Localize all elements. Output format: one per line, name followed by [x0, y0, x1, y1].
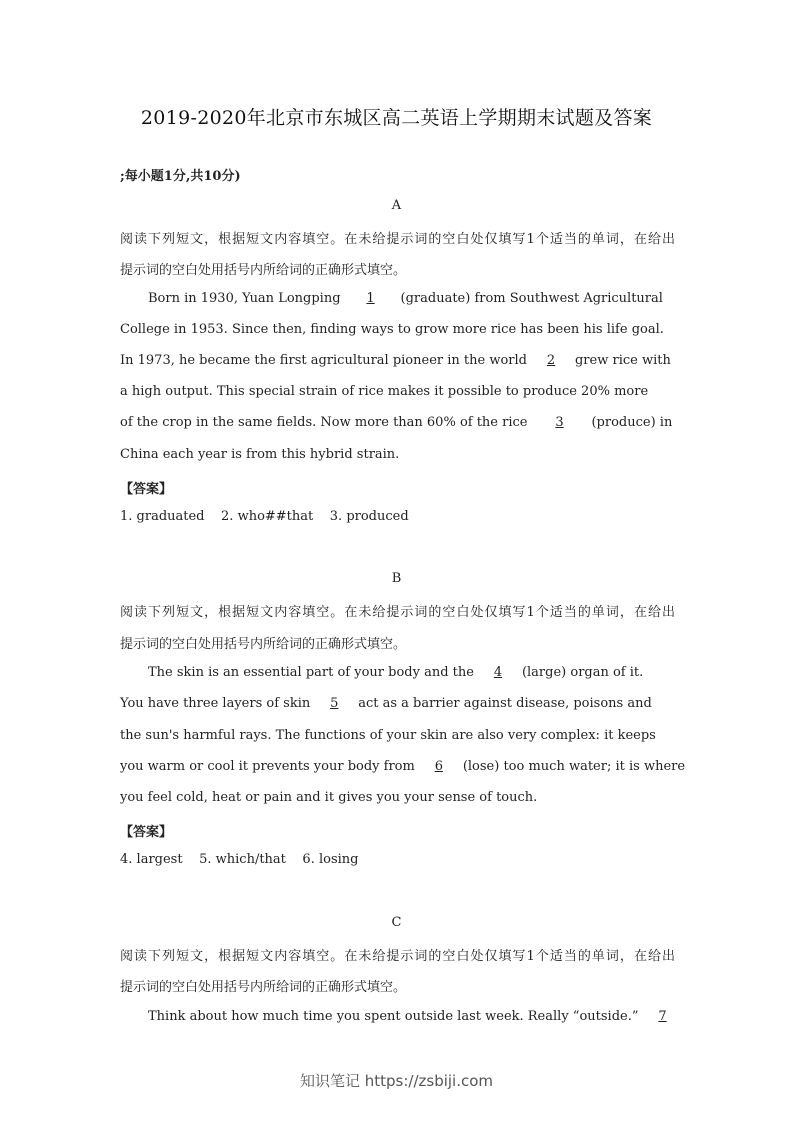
text-span: (graduate) from Southwest Agricultural — [400, 291, 663, 306]
section-a-line-4: a high output. This special strain of rice makes it possible to produce 20% more — [120, 384, 649, 399]
section-a-line-1 — [148, 291, 675, 306]
section-a-line-6: China each year is from this hybrid strain. — [120, 447, 400, 462]
section-b-line-5: you feel cold, heat or pain and it gives you your sense of touch. — [120, 790, 538, 805]
text-span: (produce) in — [591, 415, 673, 430]
score-note: ;每小题1分,共10分) — [120, 169, 241, 184]
section-b-instruction-2: 提示词的空白处用括号内所给词的正确形式填空。 — [120, 637, 407, 652]
text-span: act as a barrier against disease, poisons and — [358, 696, 652, 711]
section-c-instruction-1: 阅读下列短文，根据短文内容填空。在未给提示词的空白处仅填写1个适当的单词，在给出 — [120, 949, 675, 964]
text-span: (lose) too much water; it is where — [462, 759, 686, 774]
text-span: You have three layers of skin — [120, 696, 311, 711]
section-b-instruction-1: 阅读下列短文，根据短文内容填空。在未给提示词的空白处仅填写1个适当的单词，在给出 — [120, 605, 675, 620]
section-c-instruction-2: 提示词的空白处用括号内所给词的正确形式填空。 — [120, 980, 407, 995]
section-c-label: C — [391, 915, 402, 930]
section-a-answer-heading: 【答案】 — [120, 482, 173, 497]
section-a-label: A — [391, 198, 402, 213]
section-a-line-3 — [120, 353, 675, 368]
blank-1: 1 — [366, 291, 375, 306]
section-c-line-1 — [148, 1009, 675, 1024]
blank-6: 6 — [434, 759, 443, 774]
blank-5: 5 — [330, 696, 339, 711]
section-b-line-3: the sun's harmful rays. The functions of your skin are also very complex: it keeps — [120, 728, 656, 743]
text-span: Think about how much time you spent outside last week. Really “outside.” — [148, 1009, 639, 1024]
section-b-line-2 — [120, 696, 675, 711]
blank-3: 3 — [555, 415, 564, 430]
text-span: of the crop in the same fields. Now more than 60% of the rice — [120, 415, 528, 430]
section-a-answers: 1. graduated 2. who##that 3. produced — [120, 509, 409, 524]
section-b-answer-heading: 【答案】 — [120, 825, 173, 840]
section-b-answers: 4. largest 5. which/that 6. losing — [120, 852, 359, 867]
text-span: In 1973, he became the first agricultural pioneer in the world — [120, 353, 527, 368]
footer-watermark: 知识笔记 https://zsbiji.com — [299, 1072, 494, 1090]
blank-4: 4 — [493, 665, 503, 680]
blank-7: 7 — [658, 1009, 667, 1024]
section-b-line-4 — [120, 759, 686, 774]
text-span: The skin is an essential part of your body and the — [148, 665, 474, 680]
section-a-line-5 — [120, 415, 675, 430]
text-span: Born in 1930, Yuan Longping — [148, 291, 341, 306]
section-b-label: B — [391, 571, 402, 586]
section-b-line-1 — [148, 665, 675, 680]
text-span: grew rice with — [574, 353, 671, 368]
blank-2: 2 — [546, 353, 556, 368]
text-span: (large) organ of it. — [521, 665, 644, 680]
section-a-instruction-1: 阅读下列短文，根据短文内容填空。在未给提示词的空白处仅填写1个适当的单词，在给出 — [120, 232, 675, 247]
section-a-instruction-2: 提示词的空白处用括号内所给词的正确形式填空。 — [120, 263, 407, 278]
page-title: 2019-2020年北京市东城区高二英语上学期期末试题及答案 — [140, 107, 653, 129]
section-a-line-2: College in 1953. Since then, finding ways to grow more rice has been his life goal. — [120, 322, 664, 337]
text-span: you warm or cool it prevents your body from — [120, 759, 415, 774]
